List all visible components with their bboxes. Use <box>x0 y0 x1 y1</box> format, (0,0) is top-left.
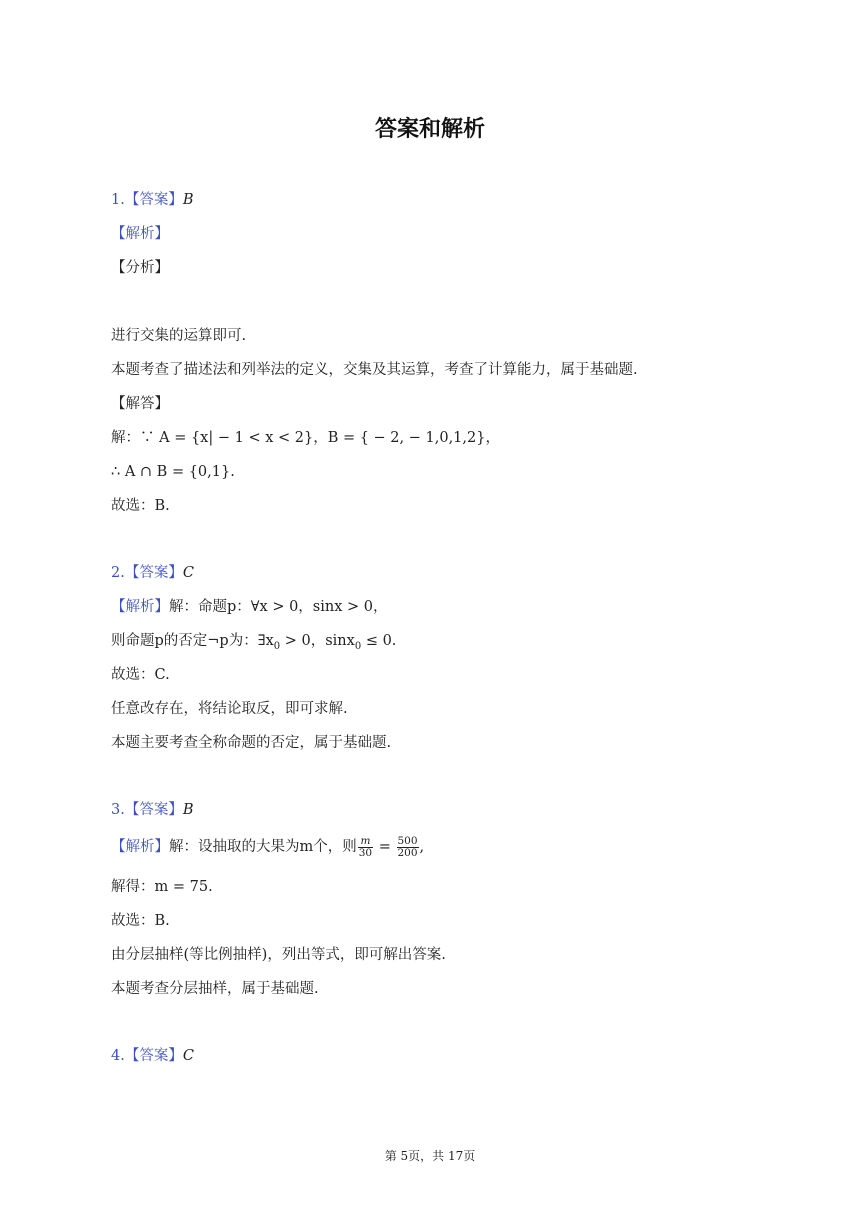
q3-jiexi-line <box>111 834 424 860</box>
q3-equals: = <box>374 839 396 855</box>
q3-jiexi-label: 【解析】 <box>111 839 169 855</box>
q3-frac1-den: 30 <box>358 846 373 859</box>
q3-frac2-num: 500 <box>397 834 418 847</box>
q4-answer-label: 4.【答案】 <box>111 1048 183 1064</box>
q2-text-2a: 则命题p的否定¬p为：∃x <box>111 633 274 649</box>
q3-answer-label: 3.【答案】 <box>111 802 183 818</box>
q2-answer-value: C <box>182 565 194 581</box>
q3-answer-value: B <box>182 802 194 818</box>
q1-text-3: 解：∵ A = {x| − 1 < x < 2}，B = { − 2, − 1,0,1,2}， <box>111 430 500 446</box>
q3-fraction-2 <box>397 836 419 859</box>
q1-jiexi-label: 【解析】 <box>111 226 169 242</box>
q3-fraction-1 <box>358 836 373 859</box>
q3-text-5: 本题考查分层抽样，属于基础题. <box>111 981 319 997</box>
q1-answer-label: 1.【答案】 <box>111 192 183 208</box>
page-footer: 第 5页，共 17页 <box>384 1149 476 1163</box>
q2-text-1: 解：命题p：∀x > 0，sinx > 0， <box>169 599 388 615</box>
q1-text-4: ∴ A ∩ B = {0,1}. <box>111 464 235 480</box>
q1-answer-value: B <box>182 192 194 208</box>
q2-text-5: 本题主要考查全称命题的否定，属于基础题. <box>111 735 392 751</box>
q4-answer-value: C <box>182 1048 194 1064</box>
q1-text-5: 故选：B. <box>111 498 170 514</box>
q4-answer-line <box>111 1046 194 1066</box>
q3-answer-line <box>111 800 194 820</box>
q3-text-4: 由分层抽样(等比例抽样)，列出等式，即可解出答案. <box>111 947 446 963</box>
q2-text-2 <box>111 631 396 657</box>
q2-text-4: 任意改存在，将结论取反，即可求解. <box>111 701 348 717</box>
q2-text-2c: ≤ 0. <box>361 633 397 649</box>
page-title: 答案和解析 <box>374 117 485 142</box>
q1-text-1: 进行交集的运算即可. <box>111 328 247 344</box>
q3-frac1-num: m <box>358 836 373 848</box>
q2-jiexi-line <box>111 597 388 617</box>
q3-text-1b: , <box>419 839 425 855</box>
q1-jieda-label: 【解答】 <box>111 396 169 412</box>
q2-sub-2: 0 <box>354 640 362 652</box>
q1-text-2: 本题考查了描述法和列举法的定义，交集及其运算，考查了计算能力，属于基础题. <box>111 362 638 378</box>
q2-text-3: 故选：C. <box>111 667 170 683</box>
q1-answer-line <box>111 190 194 210</box>
q2-jiexi-label: 【解析】 <box>111 599 169 615</box>
q3-frac2-den: 200 <box>397 846 418 859</box>
q2-answer-label: 2.【答案】 <box>111 565 183 581</box>
q2-text-2b: > 0，sinx <box>280 633 355 649</box>
q3-text-3: 故选：B. <box>111 913 170 929</box>
q3-text-1a: 解：设抽取的大果为m个，则 <box>169 839 357 855</box>
q1-fenxi-label: 【分析】 <box>111 260 169 276</box>
q2-answer-line <box>111 563 194 583</box>
q3-text-2: 解得：m = 75. <box>111 879 213 895</box>
q2-sub-1: 0 <box>273 640 281 652</box>
